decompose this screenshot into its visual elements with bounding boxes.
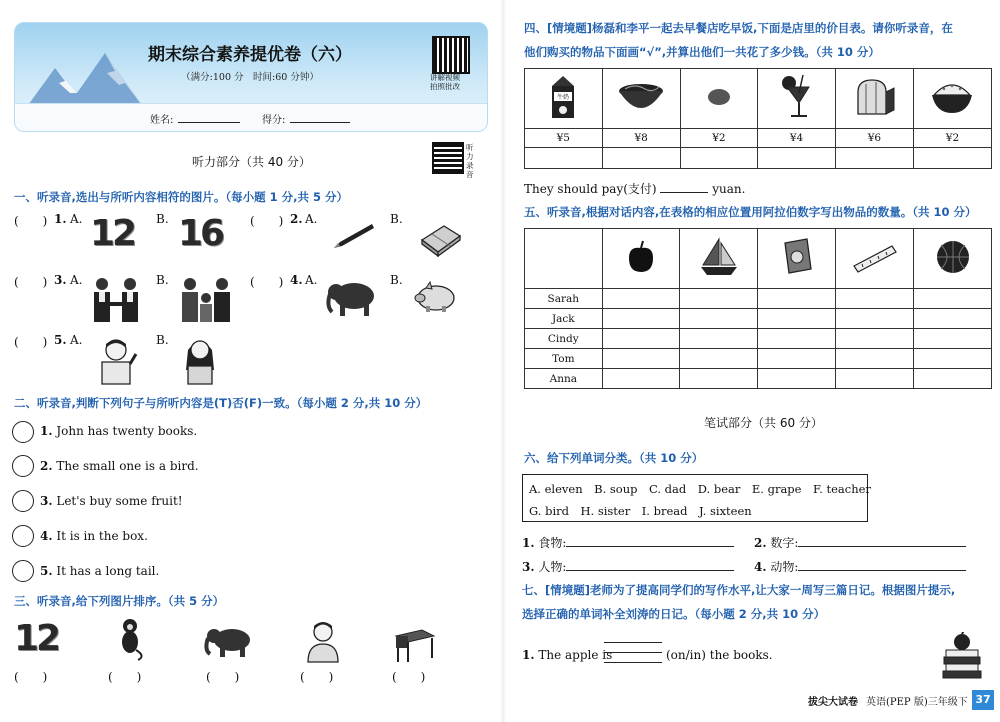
price-cell-bread[interactable] [835,69,913,129]
quantity-table [524,228,992,389]
price-cell-rice[interactable] [913,69,991,129]
qt-cell[interactable] [914,309,992,329]
section7-title-line2: 选择正确的单词补全刘涛的日记。（每小题 2 分,共 10 分） [522,607,826,621]
cassette-icon [777,237,817,277]
s2-item-5 [40,564,159,578]
category-2 [754,534,798,551]
s7-q1-end: (on/in) the books. [666,648,773,662]
section7-title [522,582,955,598]
girl-icon[interactable] [180,336,222,386]
q4-option-a-label: A. [305,273,318,287]
qt-cell[interactable] [680,349,758,369]
s7-tag: 七、[情境题] [522,583,591,597]
milk-carton-icon [546,74,580,120]
qt-name-cindy: Cindy [525,329,603,349]
s2-text-3: Let's buy some fruit! [56,494,183,508]
s4-tag: 四、[情境题] [524,21,593,35]
price-label-2: ¥8 [602,129,680,148]
family-icon[interactable] [176,276,236,324]
s7-q1 [522,648,612,662]
q5-paren[interactable]: ( ) [14,335,48,349]
price-cell-milk[interactable] [525,69,603,129]
audio-qr-caption-2: 录音 [466,161,474,179]
man-portrait-icon[interactable] [306,620,340,664]
section4-title-line2: 他们购买的物品下面画“√”,并算出他们一共花了多少钱。（共 10 分） [524,45,880,59]
qt-name-jack: Jack [525,309,603,329]
ruler-icon [850,240,900,274]
qt-header-boat [680,229,758,289]
milk-label: 牛奶 [557,94,570,101]
s2-item-3 [40,494,183,508]
q2-paren[interactable]: ( ) [250,214,284,228]
qt-header-tape [758,229,836,289]
page-subtitle: （满分:100 分 时间:60 分钟） [181,72,319,83]
cat-num-2: 2. [754,536,767,550]
s3-paren-1[interactable]: ( ) [14,670,48,684]
section2-title: 二、听录音,判断下列句子与所听内容是(T)否(F)一致。（每小题 2 分,共 10 分） [14,396,428,410]
section6-title: 六、给下列单词分类。（共 10 分） [524,451,704,465]
cat-label-3: 人物: [538,560,567,574]
qt-cell[interactable] [836,369,914,389]
category-1 [522,534,566,551]
s2-text-4: It is in the box. [56,529,148,543]
pay-suffix: yuan. [712,182,746,196]
qt-cell[interactable] [836,349,914,369]
qt-cell[interactable] [836,329,914,349]
tf-answer-5[interactable] [12,560,34,582]
s2-num-1: 1. [40,424,53,438]
qt-cell[interactable] [914,349,992,369]
q5-num: 5. [54,333,67,347]
name-label: 姓名: [150,115,174,126]
price-label-1: ¥5 [525,129,603,148]
q1-option-b-number[interactable]: 16 [178,213,223,254]
category-3 [522,558,566,575]
q3-paren[interactable]: ( ) [14,275,48,289]
qt-cell[interactable] [602,309,680,329]
s3-paren-5[interactable]: ( ) [392,670,426,684]
s2-item-2 [40,459,199,473]
price-label-3: ¥2 [680,129,757,148]
qt-cell[interactable] [758,309,836,329]
qt-header-ruler [836,229,914,289]
qr-caption-1: 讲解视频 [430,73,460,82]
qt-header-ball [914,229,992,289]
q2-num: 2. [290,212,303,226]
noodle-bowl-icon [615,77,667,117]
boy-icon[interactable] [96,338,138,386]
q1-option-a-number[interactable]: 12 [90,213,135,254]
qt-cell[interactable] [758,329,836,349]
s4-title-rest: 杨磊和李平一起去早餐店吃早饭,下面是店里的价目表。请你听录音，在 [592,21,953,35]
q4-option-b-label: B. [390,273,403,287]
q4-paren[interactable]: ( ) [250,275,284,289]
q1-paren[interactable]: ( ) [14,214,48,228]
qt-cell[interactable] [836,309,914,329]
s2-num-5: 5. [40,564,53,578]
footer-book: 英语(PEP 版)三年级下 [866,697,968,708]
check-cell-2[interactable] [602,148,680,169]
cat-label-2: 数字: [770,536,799,550]
qt-cell[interactable] [602,289,680,309]
cat-label-4: 动物: [770,560,799,574]
elephant-icon[interactable] [326,278,378,318]
category-4 [754,558,798,575]
q2-option-a-label: A. [305,212,318,226]
section3-title: 三、听录音,给下列图片排序。（共 5 分） [14,594,225,608]
apple-on-books-icon [940,632,984,680]
q4-num: 4. [290,273,303,287]
qt-cell[interactable] [836,289,914,309]
s7-q1-start: The apple is [538,648,613,662]
qt-cell[interactable] [680,329,758,349]
s2-text-5: It has a long tail. [56,564,160,578]
audio-qr-caption-1: 听力 [466,143,474,161]
pig-icon[interactable] [412,280,458,314]
section4-title [524,20,953,36]
pay-prefix: They should pay(支付) [524,182,657,196]
category-2-blank[interactable] [798,546,966,547]
price-label-4: ¥4 [758,129,836,148]
s2-num-4: 4. [40,529,53,543]
juice-glass-icon [777,73,817,121]
price-cell-noodles[interactable] [602,69,680,129]
cat-label-1: 食物: [538,536,567,550]
score-label: 得分: [262,115,286,126]
s7-q1-num: 1. [522,648,535,662]
pay-blank[interactable] [660,192,708,193]
qt-header-apple [602,229,680,289]
qt-cell[interactable] [914,289,992,309]
qt-cell[interactable] [758,289,836,309]
qt-cell[interactable] [602,369,680,389]
pay-answer-line [524,180,745,197]
q3-num: 3. [54,273,67,287]
s2-num-2: 2. [40,459,53,473]
price-label-6: ¥2 [913,129,991,148]
s7-q1-answer-mid-line[interactable] [604,652,662,653]
handshake-men-icon[interactable] [88,276,144,324]
s3-paren-3[interactable]: ( ) [206,670,240,684]
word-box-line1: A. eleven B. soup C. dad D. bear E. grape F. teacher [529,482,871,496]
section5-title: 五、听录音,根据对话内容,在表格的相应位置用阿拉伯数字写出物品的数量。（共 10 分） [524,205,977,219]
section1-title: 一、听录音,选出与所听内容相符的图片。（每小题 1 分,共 5 分） [14,190,349,204]
tf-answer-1[interactable] [12,421,34,443]
qt-cell[interactable] [602,329,680,349]
audio-qr-code[interactable] [432,142,464,174]
s3-number-picture[interactable]: 12 [14,618,59,659]
qt-name-sarah: Sarah [525,289,603,309]
s7-title-rest: 老师为了提高同学们的写作水平,让大家一周写三篇日记。根据图片提示, [590,583,956,597]
page-gutter [500,0,506,722]
basketball-icon [935,239,971,275]
apple-icon [625,240,657,274]
word-box [522,474,871,522]
qt-cell[interactable] [680,309,758,329]
s3-paren-2[interactable]: ( ) [108,670,142,684]
desk-icon[interactable] [392,626,436,664]
q5-option-a-label: A. [70,333,83,347]
s7-q1-answer-top-line[interactable] [604,642,662,643]
q1-num: 1. [54,212,67,226]
qt-cell[interactable] [914,329,992,349]
price-cell-juice[interactable] [758,69,836,129]
qt-cell[interactable] [758,349,836,369]
page-title: 期末综合素养提优卷（六） [148,45,352,65]
tf-answer-2[interactable] [12,455,34,477]
egg-icon [704,85,734,109]
s2-item-1 [40,424,197,438]
price-cell-egg[interactable] [680,69,757,129]
qt-header-blank [525,229,603,289]
sailboat-icon [697,237,741,277]
q2-option-b-label: B. [390,212,403,226]
category-4-blank[interactable] [798,570,966,571]
page-number: 37 [972,690,994,710]
s2-num-3: 3. [40,494,53,508]
qt-name-tom: Tom [525,349,603,369]
eraser-icon[interactable] [416,218,464,258]
rice-bowl-icon [928,77,976,117]
written-title: 笔试部分（共 60 分） [704,416,823,430]
q5-option-b-label: B. [156,333,169,347]
price-label-5: ¥6 [835,129,913,148]
tf-answer-4[interactable] [12,525,34,547]
s7-q1-answer-bottom-line[interactable] [604,662,662,663]
pencil-icon[interactable] [330,222,376,252]
check-cell-5[interactable] [835,148,913,169]
listening-title: 听力部分（共 40 分） [192,155,311,169]
s2-text-2: The small one is a bird. [56,459,199,473]
cat-num-4: 4. [754,560,767,574]
s2-text-1: John has twenty books. [56,424,198,438]
qr-caption-2: 拍照批改 [430,82,460,91]
qt-cell[interactable] [758,369,836,389]
monkey-icon[interactable] [116,618,146,662]
qt-cell[interactable] [680,369,758,389]
s2-item-4 [40,529,148,543]
qr-code[interactable] [432,36,470,74]
price-table [524,68,992,169]
qt-cell[interactable] [914,369,992,389]
cat-num-3: 3. [522,560,535,574]
elephant-small-icon[interactable] [202,624,256,660]
score-field[interactable] [290,122,350,123]
footer-brand: 拔尖大试卷 [808,697,858,708]
category-3-blank[interactable] [566,570,734,571]
name-field[interactable] [178,122,240,123]
check-cell-4[interactable] [758,148,836,169]
qt-cell[interactable] [680,289,758,309]
tf-answer-3[interactable] [12,490,34,512]
q1-option-a-label: A. [70,212,83,226]
s3-paren-4[interactable]: ( ) [300,670,334,684]
q3-option-a-label: A. [70,273,83,287]
check-cell-1[interactable] [525,148,603,169]
qt-cell[interactable] [602,349,680,369]
qt-name-anna: Anna [525,369,603,389]
q3-option-b-label: B. [156,273,169,287]
check-cell-3[interactable] [680,148,757,169]
bread-loaf-icon [850,76,898,118]
cat-num-1: 1. [522,536,535,550]
category-1-blank[interactable] [566,546,734,547]
check-cell-6[interactable] [913,148,991,169]
q1-option-b-label: B. [156,212,169,226]
word-box-line2: G. bird H. sister I. bread J. sixteen [529,504,752,518]
